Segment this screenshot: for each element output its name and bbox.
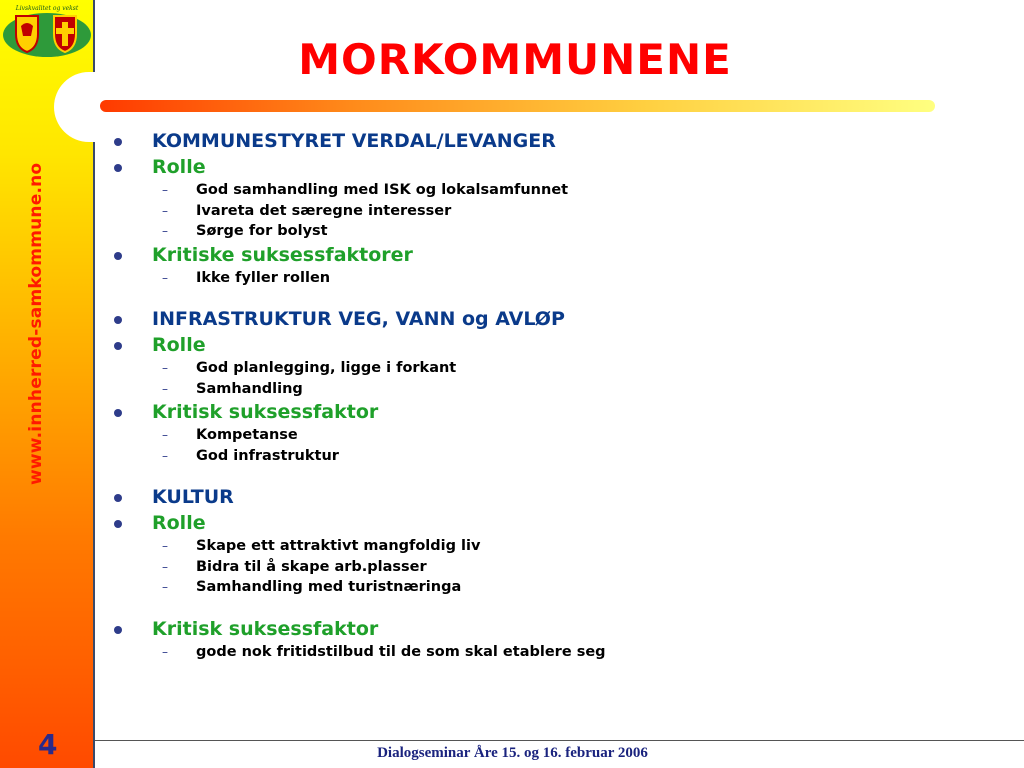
sub-bullet-item: – God samhandling med ISK og lokalsamfunnet — [112, 180, 992, 201]
sub-bullet-item: – gode nok fritidstilbud til de som skal etablere seg — [112, 642, 992, 663]
slide-number: 4 — [38, 728, 58, 761]
title-underline-bar — [100, 100, 935, 112]
sub-bullet-item: – Samhandling — [112, 379, 992, 400]
bullet-item: Rolle — [112, 332, 992, 358]
spacer — [112, 598, 992, 616]
sub-bullet-item: – Skape ett attraktivt mangfoldig liv — [112, 536, 992, 557]
bullet-item: Rolle — [112, 510, 992, 536]
bullet-item: INFRASTRUKTUR VEG, VANN og AVLØP — [112, 306, 992, 332]
sub-bullet-item: – Bidra til å skape arb.plasser — [112, 557, 992, 578]
municipality-logo — [2, 2, 92, 58]
bullet-item: Kritisk suksessfaktor — [112, 399, 992, 425]
logo-motto: Livskvalitet og vekst — [15, 5, 79, 12]
footer-divider — [95, 740, 1024, 741]
sub-bullet-item: – God infrastruktur — [112, 446, 992, 467]
sub-bullet-item: – Ikke fyller rollen — [112, 268, 992, 289]
slide-title: MORKOMMUNENE — [298, 35, 732, 84]
bullet-item: Kritiske suksessfaktorer — [112, 242, 992, 268]
spacer — [112, 466, 992, 484]
sub-bullet-item: – Kompetanse — [112, 425, 992, 446]
website-url: www.innherred-samkommune.no — [26, 162, 46, 485]
bullet-item: Kritisk suksessfaktor — [112, 616, 992, 642]
bullet-item: Rolle — [112, 154, 992, 180]
footer-text: Dialogseminar Åre 15. og 16. februar 2006 — [377, 745, 648, 761]
sub-bullet-item: – Sørge for bolyst — [112, 221, 992, 242]
bullet-item: KOMMUNESTYRET VERDAL/LEVANGER — [112, 128, 992, 154]
bullet-list — [112, 128, 992, 662]
sub-bullet-item: – Samhandling med turistnæringa — [112, 577, 992, 598]
bullet-item: KULTUR — [112, 484, 992, 510]
sub-bullet-item: – Ivareta det særegne interesser — [112, 201, 992, 222]
spacer — [112, 288, 992, 306]
sub-bullet-item: – God planlegging, ligge i forkant — [112, 358, 992, 379]
